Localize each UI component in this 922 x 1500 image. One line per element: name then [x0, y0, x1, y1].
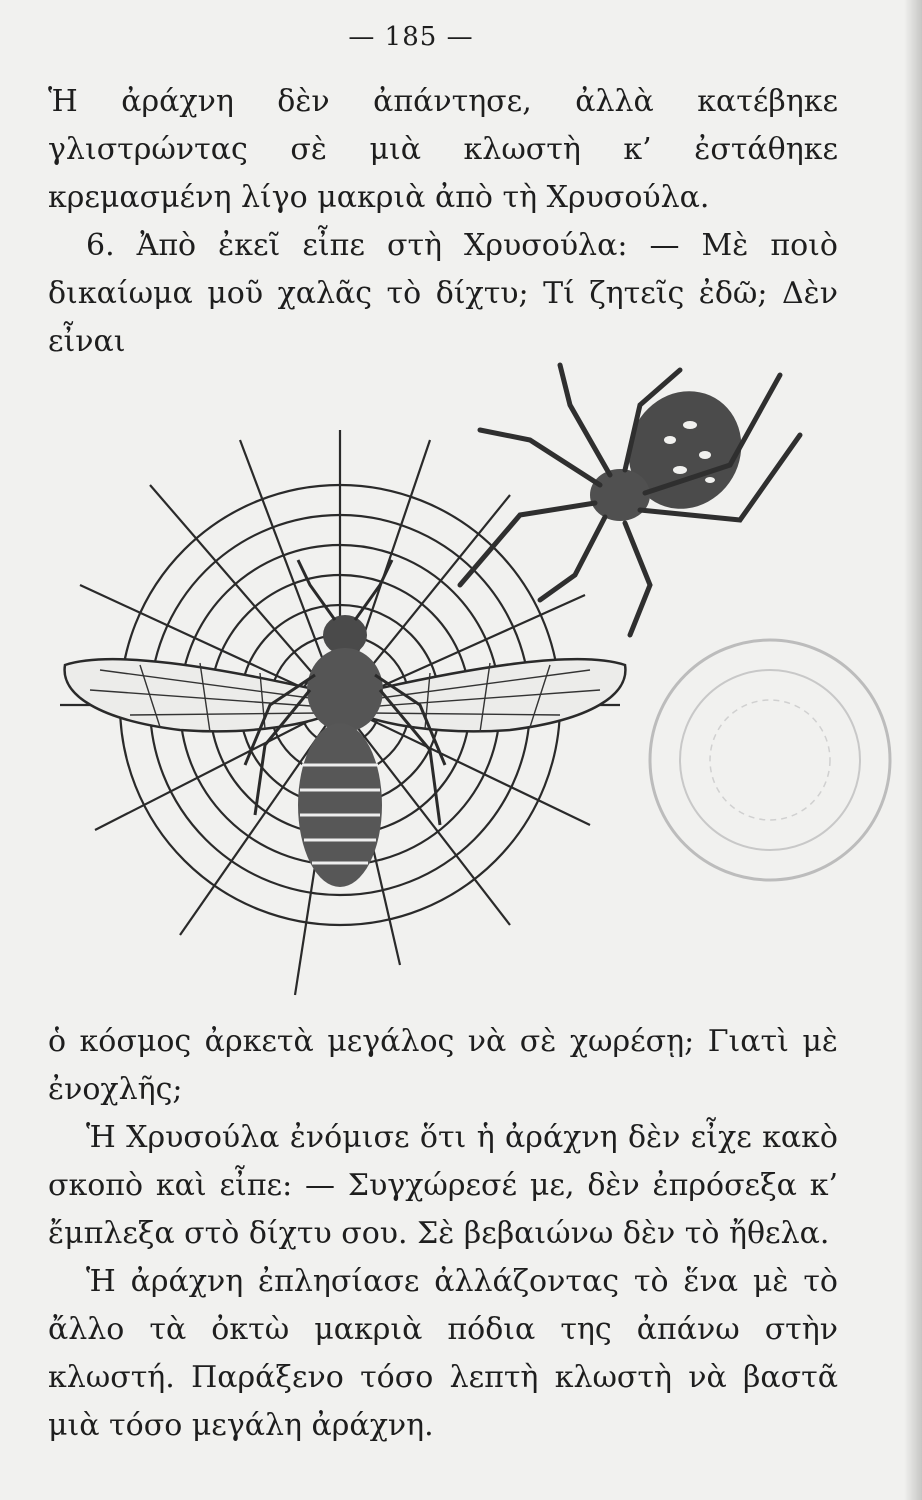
text-bottom — [48, 1018, 838, 1450]
text-top — [48, 78, 838, 366]
spider-icon — [460, 365, 800, 635]
paragraph-1: Ἡ ἀράχνη δὲν ἀπάντησε, ἀλλὰ κατέβηκε γλιστρώντας σὲ μιὰ κλωστὴ κ’ ἐστάθηκε κρεμασμένη λίγο μακριὰ ἀπὸ τὴ Χρυσούλα. — [48, 84, 838, 215]
page-number: — 185 — — [348, 22, 474, 52]
bee-icon — [65, 560, 626, 887]
paragraph-3: ὁ κόσμος ἀρκετὰ μεγάλος νὰ σὲ χωρέσῃ; Γιατὶ μὲ ἐνοχλῆς; — [48, 1024, 838, 1107]
paragraph-5: Ἡ ἀράχνη ἐπλησίασε ἀλλάζοντας τὸ ἕνα μὲ τὸ ἄλλο τὰ ὀκτὼ μακριὰ πόδια της ἀπάνω στὴν κλωστή. Παράξενο τόσο λεπτὴ κλωστὴ νὰ βαστᾶ μιὰ τόσο μεγάλη ἀράχνη. — [48, 1264, 838, 1443]
library-stamp — [640, 630, 900, 890]
page-edge-shadow — [904, 0, 922, 1500]
paragraph-4: Ἡ Χρυσούλα ἐνόμισε ὅτι ἡ ἀράχνη δὲν εἶχε κακὸ σκοπὸ καὶ εἶπε: — Συγχώρεσέ με, δὲν ἐπρόσεξα κ’ ἔμπλεξα στὸ δίχτυ σου. Σὲ βεβαιώνω δὲν τὸ ἤθελα. — [48, 1120, 838, 1251]
paragraph-2: 6. Ἀπὸ ἐκεῖ εἶπε στὴ Χρυσούλα: — Μὲ ποιὸ δικαίωμα μοῦ χαλᾶς τὸ δίχτυ; Τί ζητεῖς ἐδῶ; Δὲν εἶναι — [48, 228, 838, 359]
